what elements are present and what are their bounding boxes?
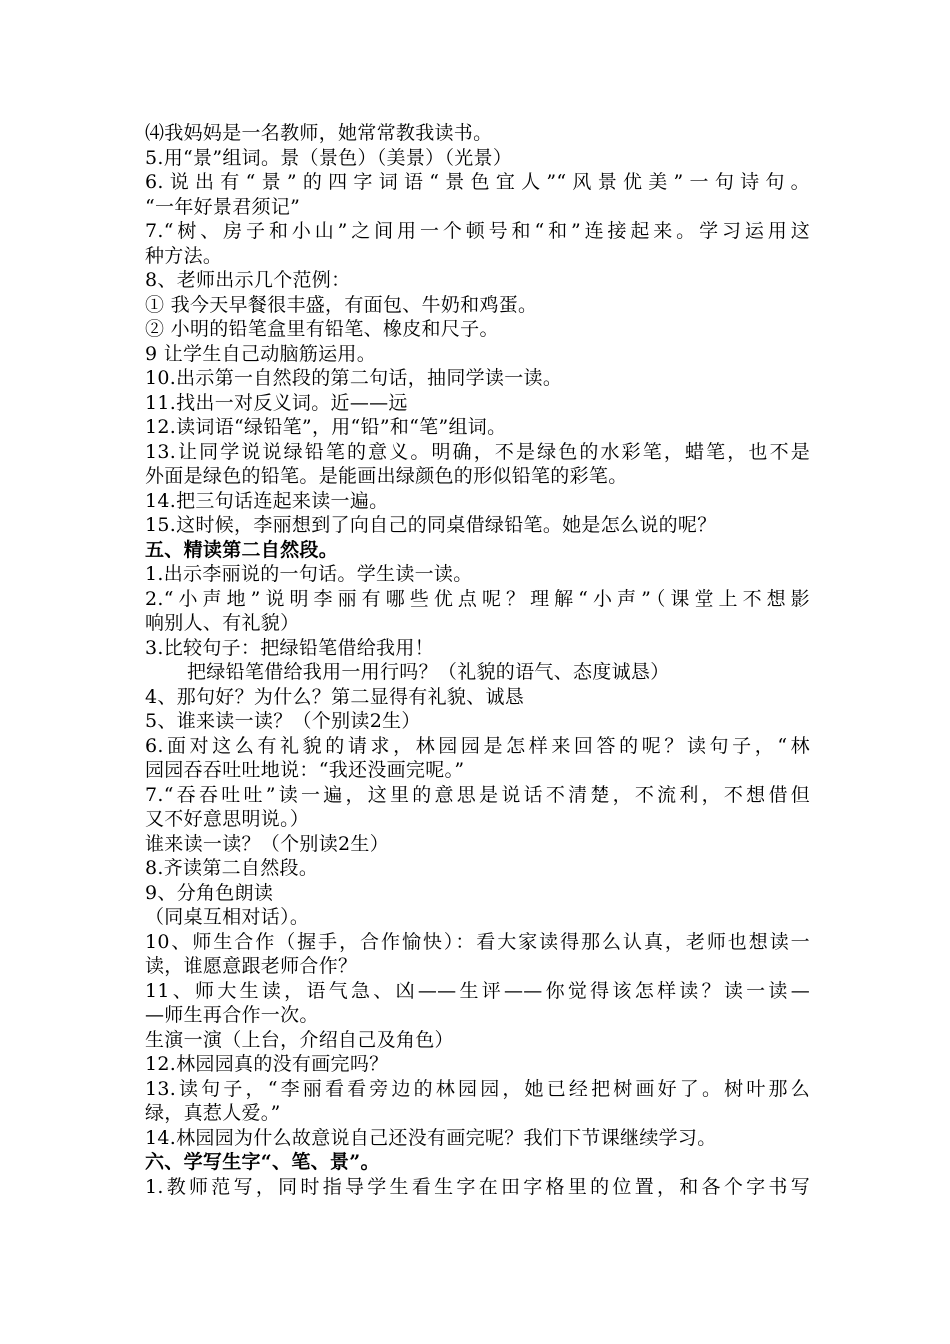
text-line: 绿，真惹人爱。” [145, 1102, 281, 1124]
text-line: 响别人、有礼貌） [145, 612, 300, 634]
text-line: 11、师大生读，语气急、凶——生评——你觉得该怎样读？读一读— [145, 979, 810, 1002]
text-line: “一年好景君须记” [145, 195, 301, 218]
text-line: 生演一演（上台，介绍自己及角色） [145, 1028, 454, 1051]
text-line: 4、那句好？为什么？第二显得有礼貌、诚恳 [145, 685, 525, 708]
text-line: 谁来读一读？（个别读2生） [145, 832, 389, 855]
text-line: 8、老师出示几个范例： [145, 269, 351, 291]
text-line: 14.把三句话连起来读一遍。 [145, 489, 389, 512]
text-line: 读，谁愿意跟老师合作？ [145, 955, 358, 977]
text-line: 14.林园园为什么故意说自己还没有画完呢？我们下节课继续学习。 [145, 1126, 717, 1149]
text-line: ① 我今天早餐很丰盛，有面包、牛奶和鸡蛋。 [145, 293, 538, 316]
text-line: 6.说出有“景”的四字词语“景色宜人”“风景优美”一句诗句。 [145, 171, 810, 193]
text-line: 种方法。 [145, 244, 223, 267]
text-line: —师生再合作一次。 [145, 1004, 319, 1026]
text-line: 15.这时候，李丽想到了向自己的同桌借绿铅笔。她是怎么说的呢？ [145, 514, 717, 536]
text-line: 1.出示李丽说的一句话。学生读一读。 [145, 563, 473, 585]
text-line: 9 让学生自己动脑筋运用。 [145, 342, 377, 365]
text-line: 7.“吞吞吐吐”读一遍，这里的意思是说话不清楚，不流利，不想借但 [145, 783, 810, 806]
text-line: 13.让同学说说绿铅笔的意义。明确，不是绿色的水彩笔，蜡笔，也不是 [145, 440, 810, 463]
text-line: ② 小明的铅笔盒里有铅笔、橡皮和尺子。 [145, 318, 499, 340]
text-line: 1.教师范写，同时指导学生看生字在田字格里的位置，和各个字书写 [145, 1175, 810, 1198]
text-line: 6.面对这么有礼貌的请求，林园园是怎样来回答的呢？读句子，“林 [145, 734, 810, 757]
text-line: 2.“小声地”说明李丽有哪些优点呢？理解“小声”（课堂上不想影 [145, 587, 810, 610]
text-line: 13.读句子，“李丽看看旁边的林园园，她已经把树画好了。树叶那么 [145, 1077, 810, 1100]
text-line: 又不好意思明说。） [145, 808, 310, 830]
text-line: ⑷我妈妈是一名教师，她常常教我读书。 [145, 122, 493, 144]
text-line: 3.比较句子：把绿铅笔借给我用！ [145, 636, 434, 659]
text-line: （同桌互相对话）。 [145, 906, 310, 928]
section-heading: 五、精读第二自然段。 [145, 538, 339, 561]
text-line: 10、师生合作（握手，合作愉快）：看大家读得那么认真，老师也想读一 [145, 930, 810, 953]
text-line: 5.用“景”组词。景（景色）（美景）（光景） [145, 146, 513, 169]
text-line: 把绿铅笔借给我用一用行吗？（礼貌的语气、态度诚恳） [187, 661, 670, 683]
text-line: 9、分角色朗读 [145, 881, 274, 904]
text-line: 10.出示第一自然段的第二句话，抽同学读一读。 [145, 367, 563, 389]
section-heading: 六、学写生字“、笔、景”。 [145, 1151, 380, 1173]
text-line: 7.“树、房子和小山”之间用一个顿号和“和”连接起来。学习运用这 [145, 220, 810, 242]
text-line: 园园吞吞吐吐地说：“我还没画完呢。” [145, 759, 465, 781]
text-line: 12.林园园真的没有画完吗？ [145, 1053, 389, 1075]
text-line: 外面是绿色的铅笔。是能画出绿颜色的形似铅笔的彩笔。 [145, 465, 628, 487]
text-line: 8.齐读第二自然段。 [145, 857, 319, 879]
text-line: 12.读词语“绿铅笔”，用“铅”和“笔”组词。 [145, 416, 507, 438]
text-line: 11.找出一对反义词。近——远 [145, 391, 408, 414]
text-line: 5、谁来读一读？（个别读2生） [145, 710, 421, 732]
